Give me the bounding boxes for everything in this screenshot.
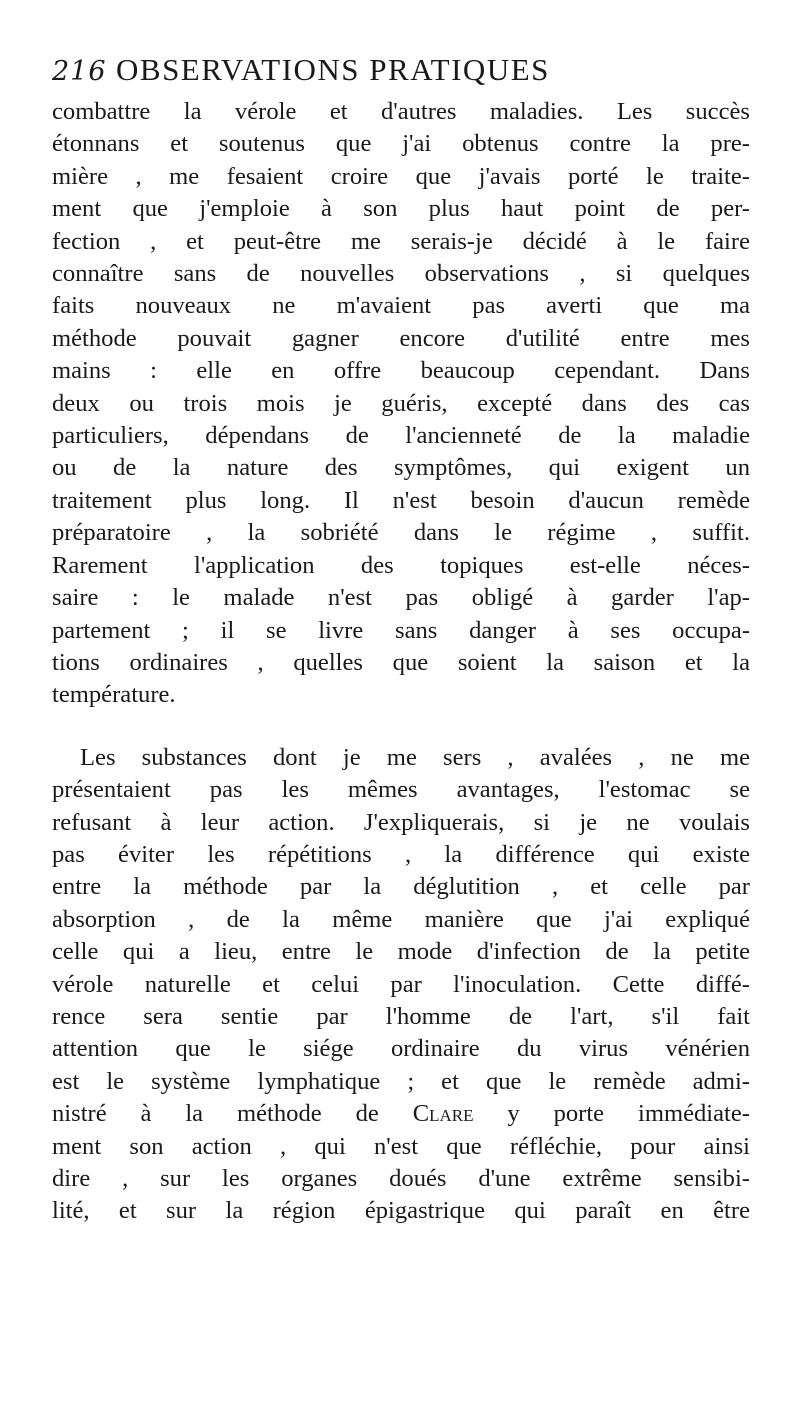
text-line: ment son action , qui n'est que réfléchie, pour ainsi — [52, 1132, 750, 1160]
paragraph-2 — [52, 742, 750, 1228]
text-line: préparatoire , la sobriété dans le régime , suffit. — [52, 519, 750, 547]
text-line: refusant à leur action. J'expliquerais, si je ne voulais — [52, 808, 750, 836]
running-title: OBSERVATIONS PRATIQUES — [116, 52, 550, 87]
text-line: Les substances dont je me sers , avalées , ne me — [80, 743, 750, 771]
author-name-clare: Clare — [412, 1100, 474, 1128]
text-segment: y porte immédiate- — [473, 1100, 750, 1128]
text-line: particuliers, dépendans de l'ancienneté de la maladie — [52, 422, 750, 450]
paragraph-gap — [52, 712, 750, 742]
text-line-clare — [52, 1098, 750, 1130]
paragraph-1 — [52, 96, 750, 712]
body-text — [52, 96, 750, 1228]
text-line: traitement plus long. Il n'est besoin d'aucun remède — [52, 486, 750, 514]
text-line: saire : le malade n'est pas obligé à garder l'ap- — [52, 584, 750, 612]
text-line: ment que j'emploie à son plus haut point de per- — [52, 195, 750, 223]
text-line: méthode pouvait gagner encore d'utilité entre mes — [52, 324, 750, 352]
text-line: entre la méthode par la déglutition , et celle par — [52, 873, 750, 901]
text-line: ou de la nature des symptômes, qui exigent un — [52, 454, 750, 482]
text-line: attention que le siége ordinaire du virus vénérien — [52, 1035, 750, 1063]
text-line: deux ou trois mois je guéris, excepté dans des cas — [52, 389, 750, 417]
text-line: tions ordinaires , quelles que soient la saison et la — [52, 648, 750, 676]
text-line: dire , sur les organes doués d'une extrême sensibi- — [52, 1165, 750, 1192]
text-line: rence sera sentie par l'homme de l'art, s'il fait — [52, 1002, 750, 1030]
text-line: mains : elle en offre beaucoup cependant. Dans — [52, 357, 750, 385]
text-line: combattre la vérole et d'autres maladies. Les succès — [52, 98, 750, 125]
text-line: faits nouveaux ne m'avaient pas averti que ma — [52, 292, 750, 320]
text-line: absorption , de la même manière que j'ai expliqué — [52, 905, 750, 933]
text-line: lité, et sur la région épigastrique qui paraît en être — [52, 1197, 750, 1225]
text-line: mière , me fesaient croire que j'avais porté le traite- — [52, 162, 750, 190]
page-number: 216 — [52, 56, 107, 87]
text-line: celle qui a lieu, entre le mode d'infection de la petite — [52, 938, 750, 966]
text-line: étonnans et soutenus que j'ai obtenus contre la pre- — [52, 130, 750, 158]
text-line: connaître sans de nouvelles observations , si quelques — [52, 260, 750, 288]
text-line: présentaient pas les mêmes avantages, l'estomac se — [52, 776, 750, 804]
text-line: vérole naturelle et celui par l'inoculation. Cette diffé- — [52, 970, 750, 998]
text-segment: nistré à la méthode de — [52, 1100, 413, 1128]
text-line: Rarement l'application des topiques est-elle néces- — [52, 551, 750, 579]
text-line: fection , et peut-être me serais-je décidé à le faire — [52, 227, 750, 255]
text-line: est le système lymphatique ; et que le remède admi- — [52, 1067, 750, 1095]
text-line: pas éviter les répétitions , la différence qui existe — [52, 840, 750, 868]
text-line: température. — [52, 681, 176, 709]
text-line: partement ; il se livre sans danger à ses occupa- — [52, 616, 750, 644]
running-head — [52, 52, 750, 92]
